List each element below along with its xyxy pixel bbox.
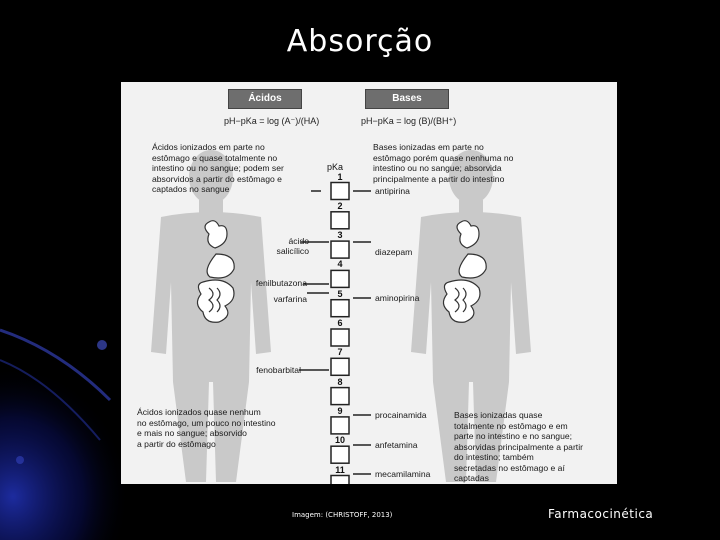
drug-anfetamina: anfetamina	[375, 440, 418, 450]
drug-mecamilamina: mecamilamina	[375, 469, 431, 479]
pka-box	[331, 446, 349, 463]
pka-number: 8	[337, 376, 343, 387]
pka-box	[331, 329, 349, 346]
drug-procainamida: procainamida	[375, 410, 427, 420]
pka-number: 9	[337, 405, 343, 416]
pka-number: 7	[337, 347, 343, 358]
pka-box	[331, 241, 349, 258]
image-credit: Imagem: (CHRISTOFF, 2013)	[292, 511, 393, 519]
drug-fenilbutazona: fenilbutazona	[255, 278, 307, 288]
pka-number: 2	[337, 200, 343, 211]
pka-number: 4	[337, 259, 343, 270]
pka-box	[331, 388, 349, 405]
pka-number: 5	[337, 288, 343, 299]
bases-header: Bases	[365, 89, 449, 109]
drug-antipirina: antipirina	[375, 186, 410, 196]
pka-number: 11	[335, 464, 345, 475]
acid-top-description: Ácidos ionizados em parte no estômago e quase totalmente no intestino ou no sangue; podem ser absorvidos a partir do estômago e captados no sangue	[152, 142, 284, 194]
pka-label: pKa	[327, 162, 344, 172]
pka-box	[331, 270, 349, 287]
pka-box	[331, 212, 349, 229]
drug-aminopirina: aminopirina	[375, 293, 420, 303]
base-equation: pH−pKa = log (B)/(BH⁺)	[361, 116, 457, 126]
drug-varfarina: varfarina	[273, 294, 307, 304]
pka-number: 1	[337, 171, 343, 182]
acids-header: Ácidos	[228, 89, 302, 109]
pka-box	[331, 358, 349, 375]
base-bottom-description: Bases ionizadas quase totalmente no estômago e em parte no intestino e no sangue; absorvidas principalmente a partir do intestino; também secretadas no estômago e aí captadas	[454, 410, 583, 483]
drug-fenobarbital: fenobarbital	[256, 365, 301, 375]
acid-equation: pH−pKa = log (A⁻)/(HA)	[224, 116, 320, 126]
pka-box	[331, 183, 349, 200]
drug-acido-salicilico: ácido salicílico	[276, 236, 309, 256]
acid-bottom-description: Ácidos ionizados quase nenhum no estômago, um pouco no intestino e mais no sangue; absorvido a partir do estômago	[137, 407, 276, 449]
footer-subject: Farmacocinética	[548, 507, 654, 521]
slide-title: Absorção	[286, 24, 434, 59]
pka-number: 6	[337, 318, 343, 328]
pka-number: 3	[337, 230, 343, 241]
base-top-description: Bases ionizadas em parte no estômago porém quase nenhuma no intestino ou no sangue; absorvida principalmente a partir do intestino	[373, 142, 514, 184]
pka-number: 10	[334, 435, 345, 446]
pka-box	[331, 417, 349, 434]
pka-box	[331, 300, 349, 317]
absorption-figure	[121, 82, 617, 484]
drug-diazepam: diazepam	[375, 247, 413, 257]
pka-box	[331, 476, 349, 485]
